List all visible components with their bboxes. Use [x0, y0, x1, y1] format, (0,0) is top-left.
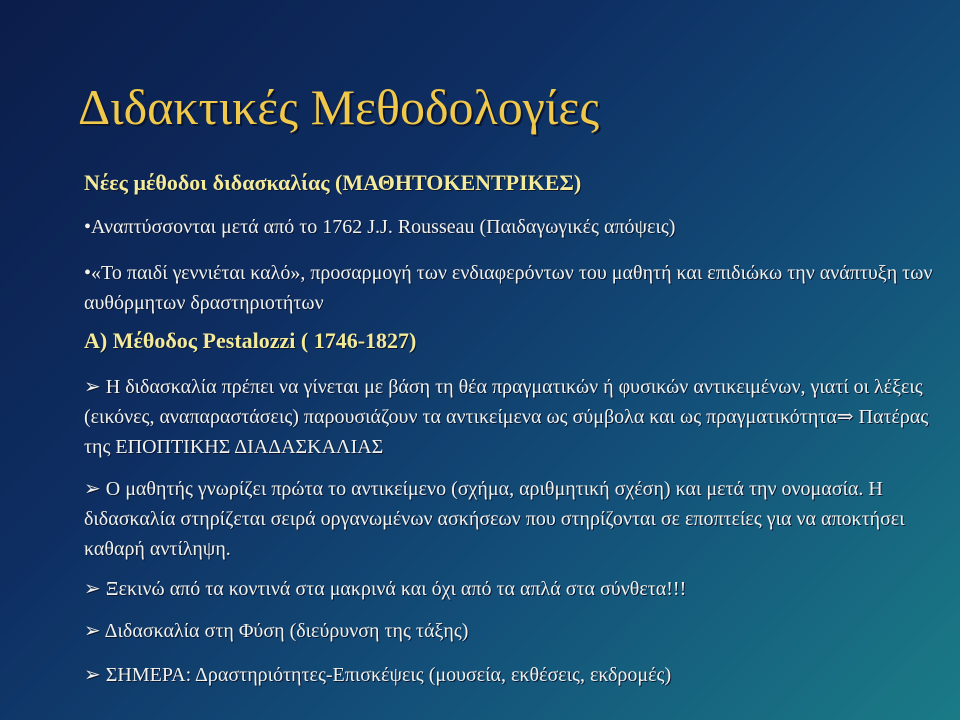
point-text: Ο μαθητής γνωρίζει πρώτα το αντικείμενο (σχήμα, αριθμητική σχέση) και μετά την ονομασία. Η διδασκαλία στηρίζεται σειρά οργανωμένων ασκήσεων που στηρίζονται σε εποπτείες για να αποκτήσει καθαρή αντίληψη. [84, 478, 905, 560]
point-observation [84, 372, 944, 462]
bullet-rousseau: •Αναπτύσσονται μετά από το 1762 J.J. Rousseau (Παιδαγωγικές απόψεις) [84, 216, 676, 238]
method-heading: Α) Μέθοδος Pestalozzi ( 1746-1827) [84, 328, 417, 353]
slide-title: Διδακτικές Μεθοδολογίες [78, 79, 600, 135]
point-near-to-far [84, 574, 944, 604]
arrow-bullet-icon: ➢ [84, 376, 101, 398]
arrow-bullet-icon: ➢ [84, 620, 101, 642]
point-text: Η διδασκαλία πρέπει να γίνεται με βάση τη θέα πραγματικών ή φυσικών αντικειμένων, γιατί οι λέξεις (εικόνες, αναπαραστάσεις) παρουσιάζουν τα αντικείμενα ως σύμβολα και ως πραγματικότητα⇒ Πατέρας της ΕΠΟΠΤΙΚΗΣ ΔΙΑΔΑΣΚΑΛΙΑΣ [84, 376, 929, 458]
arrow-bullet-icon: ➢ [84, 664, 101, 686]
arrow-bullet-icon: ➢ [84, 578, 101, 600]
point-text: Διδασκαλία στη Φύση (διεύρυνση της τάξης) [104, 620, 469, 642]
point-text: Ξεκινώ από τα κοντινά στα μακρινά και όχι από τα απλά στα σύνθετα!!! [105, 578, 687, 600]
point-object-first [84, 474, 944, 564]
slide-subtitle: Νέες μέθοδοι διδασκαλίας (ΜΑΘΗΤΟΚΕΝΤΡΙΚΕΣ) [84, 170, 582, 195]
point-nature-teaching [84, 616, 944, 646]
arrow-bullet-icon: ➢ [84, 478, 101, 500]
point-text: ΣΗΜΕΡΑ: Δραστηριότητες-Επισκέψεις (μουσεία, εκθέσεις, εκδρομές) [105, 664, 672, 686]
bullet-child-nature: •«Το παιδί γεννιέται καλό», προσαρμογή των ενδιαφερόντων του μαθητή και επιδιώκω την ανάπτυξη των αυθόρμητων δραστηριοτήτων [84, 262, 933, 314]
point-today [84, 660, 944, 690]
